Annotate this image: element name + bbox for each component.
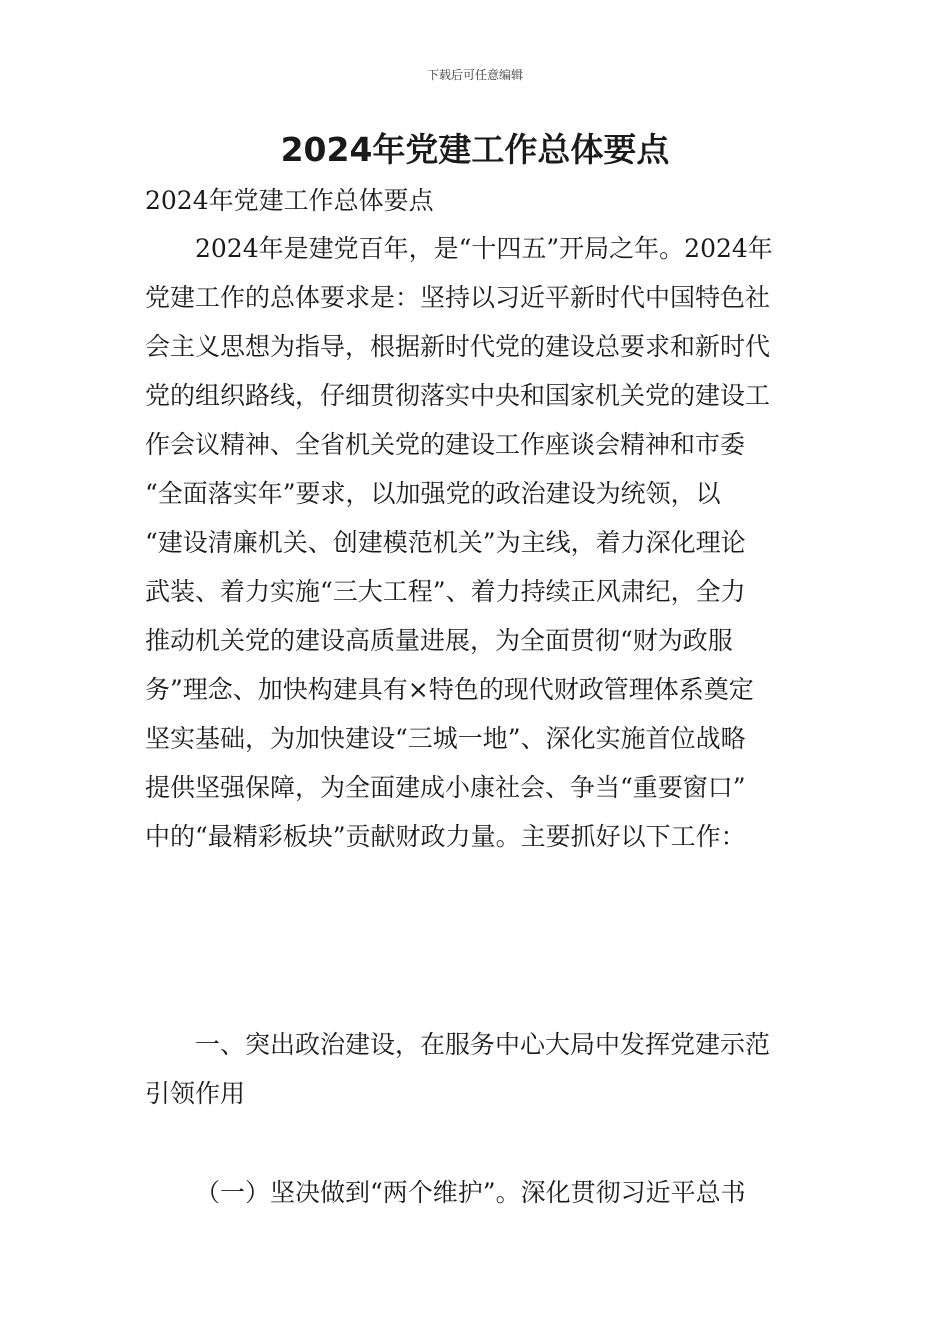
paragraph-line: 武装、着力实施“三大工程”、着力持续正风肃纪，全力 <box>145 577 746 606</box>
paragraph-line: 党的组织路线，仔细贯彻落实中央和国家机关党的建设工 <box>145 381 771 410</box>
intro-paragraph <box>145 224 810 861</box>
paragraph-line: “全面落实年”要求，以加强党的政治建设为统领，以 <box>145 479 721 508</box>
paragraph-line: 务”理念、加快构建具有×特色的现代财政管理体系奠定 <box>145 675 754 704</box>
paragraph-line: 坚实基础，为加快建设“三城一地”、深化实施首位战略 <box>145 724 746 753</box>
document-subtitle <box>145 176 810 225</box>
paragraph-line: 提供坚强保障，为全面建成小康社会、争当“重要窗口” <box>145 773 746 802</box>
subsection-paragraph <box>145 1168 810 1217</box>
paragraph-line: 推动机关党的建设高质量进展，为全面贯彻“财为政服 <box>145 626 733 655</box>
section-heading <box>145 1020 810 1118</box>
paragraph-line: 作会议精神、全省机关党的建设工作座谈会精神和市委 <box>145 430 746 459</box>
paragraph-line: 党建工作的总体要求是：坚持以习近平新时代中国特色社 <box>145 283 771 312</box>
header-note: 下载后可任意编辑 <box>426 68 523 82</box>
paragraph-line: 会主义思想为指导，根据新时代党的建设总要求和新时代 <box>145 332 771 361</box>
paragraph-line: “建设清廉机关、创建模范机关”为主线，着力深化理论 <box>145 528 746 557</box>
section-heading-line: 一、突出政治建设，在服务中心大局中发挥党建示范 <box>195 1030 771 1059</box>
paragraph-line: 2024年是建党百年，是“十四五”开局之年。2024年 <box>195 234 773 263</box>
document-title: 2024年党建工作总体要点 <box>280 130 670 169</box>
subtitle-line: 2024年党建工作总体要点 <box>145 186 434 215</box>
section-heading-line: 引领作用 <box>145 1079 246 1108</box>
paragraph-line: 中的“最精彩板块”贡献财政力量。主要抓好以下工作： <box>145 822 746 851</box>
subsection-line: （一）坚决做到“两个维护”。深化贯彻习近平总书 <box>195 1178 746 1207</box>
